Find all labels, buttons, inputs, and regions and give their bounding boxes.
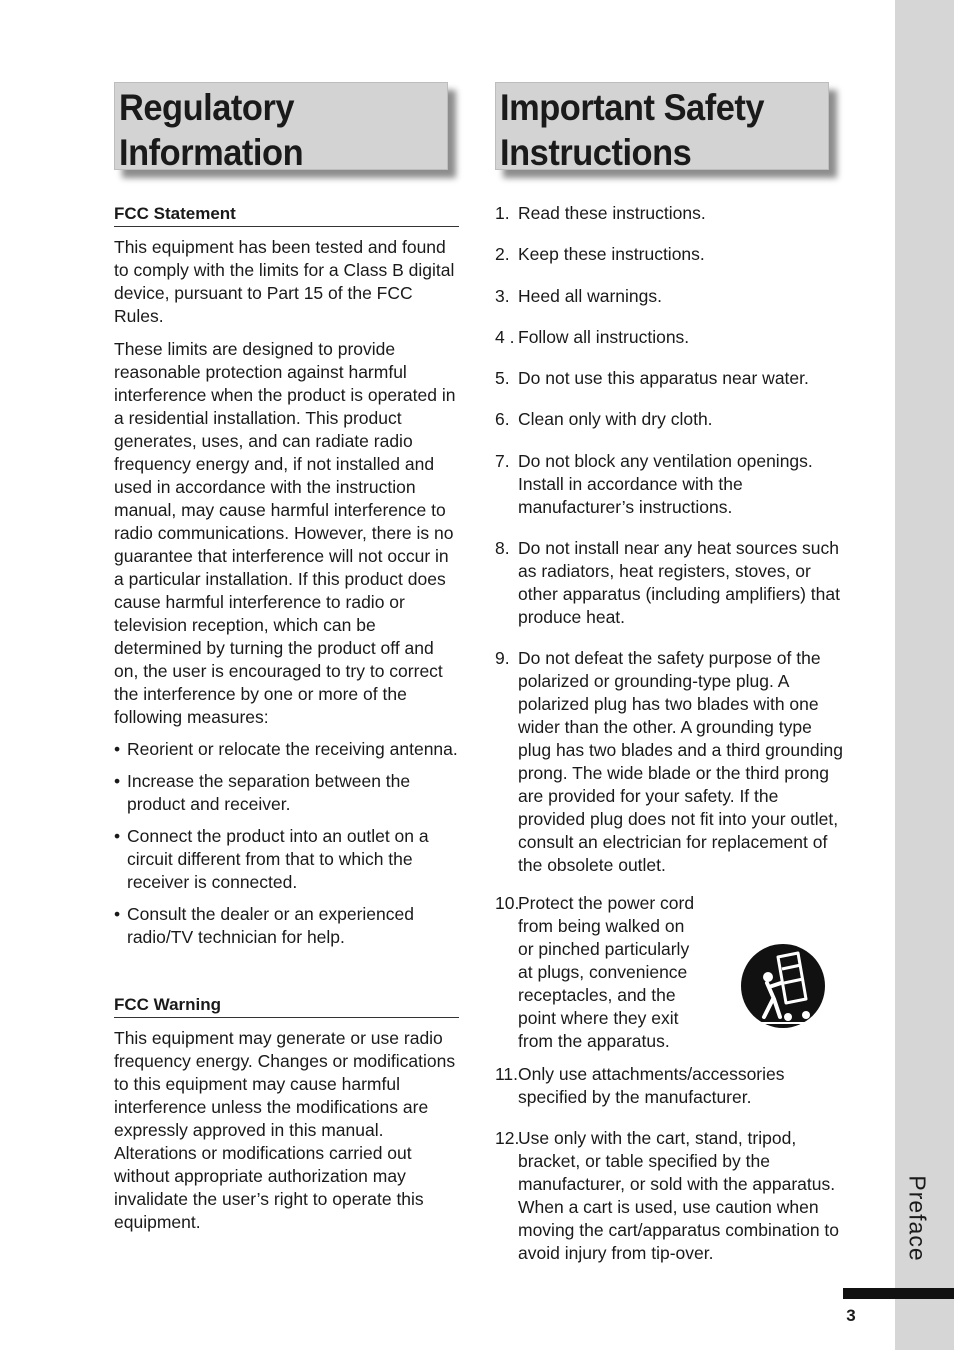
list-item: 2. Keep these instructions. <box>495 244 705 264</box>
list-item: • Reorient or relocate the receiving antenna. <box>114 739 458 759</box>
list-item: • Consult the dealer or an experienced radio/TV technician for help. <box>114 904 414 947</box>
list-item: 1. Read these instructions. <box>495 203 706 223</box>
fcc-warning-paragraph: This equipment may generate or use radio frequency energy. Changes or modifications to this equipment may cause harmful interference unless the modifications are expressly approved in this manual. Alterations or modifications carried out without appropriate authorization may invalidate the user’s right to operate this equipment. <box>114 1028 456 1232</box>
list-item: 5. Do not use this apparatus near water. <box>495 368 809 388</box>
fcc-measures-list <box>114 738 459 949</box>
sidebar-strip <box>895 0 954 1350</box>
list-item: • Increase the separation between the product and receiver. <box>114 771 411 814</box>
list-item: 11. Only use attachments/accessories specified by the manufacturer. <box>495 1064 785 1107</box>
safety-title: Important Safety Instructions <box>500 87 765 173</box>
regulatory-title-box <box>114 82 448 173</box>
safety-column <box>495 202 843 1265</box>
list-item: 12. Use only with the cart, stand, tripod, bracket, or table specified by the manufacturer, or sold with the apparatus. When a cart is used, use caution when moving the cart/apparatus combination to avoid injury from tip-over. <box>495 1128 840 1263</box>
list-item: 8. Do not install near any heat sources such as radiators, heat registers, stoves, or other apparatus (including amplifiers) that produce heat. <box>495 538 840 627</box>
list-item: • Connect the product into an outlet on a circuit different from that to which the receiver is connected. <box>114 826 429 892</box>
list-item: 3. Heed all warnings. <box>495 286 662 306</box>
sidebar-label: Preface <box>904 1175 931 1262</box>
safety-title-box <box>495 82 829 173</box>
page-number-bar <box>843 1288 954 1299</box>
list-item: 6. Clean only with dry cloth. <box>495 409 713 429</box>
list-item: 9. Do not defeat the safety purpose of the polarized or grounding-type plug. A polarized plug has two blades with one wider than the other. A grounding type plug has two blades and a third grounding prong. The wide blade or the third prong are provided for your safety. If the provided plug does not fit into your outlet, consult an electrician for replacement of the obsolete outlet. <box>495 648 843 875</box>
fcc-statement-paragraph-2: These limits are designed to provide reasonable protection against harmful interference when the product is operated in a residential installation. This product generates, uses, and can radiate radio frequency energy and, if not installed and used in accordance with the instruction manual, may cause harmful interference to radio communications. However, there is no guarantee that interference will not occur in a particular installation. If this product does cause harmful interference to radio or television reception, which can be determined by turning the product off and on, the user is encouraged to try to correct the interference by one or more of the following measures: <box>114 339 456 727</box>
page-number: 3 <box>846 1306 856 1325</box>
fcc-statement-paragraph-1: This equipment has been tested and found to comply with the limits for a Class B digital device, pursuant to Part 15 of the FCC Rules. <box>114 237 455 326</box>
fcc-statement-heading: FCC Statement <box>114 202 459 227</box>
fcc-warning-heading: FCC Warning <box>114 993 459 1018</box>
list-item: 10. Protect the power cord from being walked on or pinched particularly at plugs, convenience receptacles, and the point where they exit from the apparatus. <box>495 893 695 1051</box>
list-item: 4 . Follow all instructions. <box>495 327 690 347</box>
regulatory-title: Regulatory Information <box>119 87 304 173</box>
list-item: 7. Do not block any ventilation openings. Install in accordance with the manufacturer’s instructions. <box>495 451 813 517</box>
cart-tip-over-warning-icon <box>740 943 826 1029</box>
regulatory-column <box>114 202 459 1234</box>
